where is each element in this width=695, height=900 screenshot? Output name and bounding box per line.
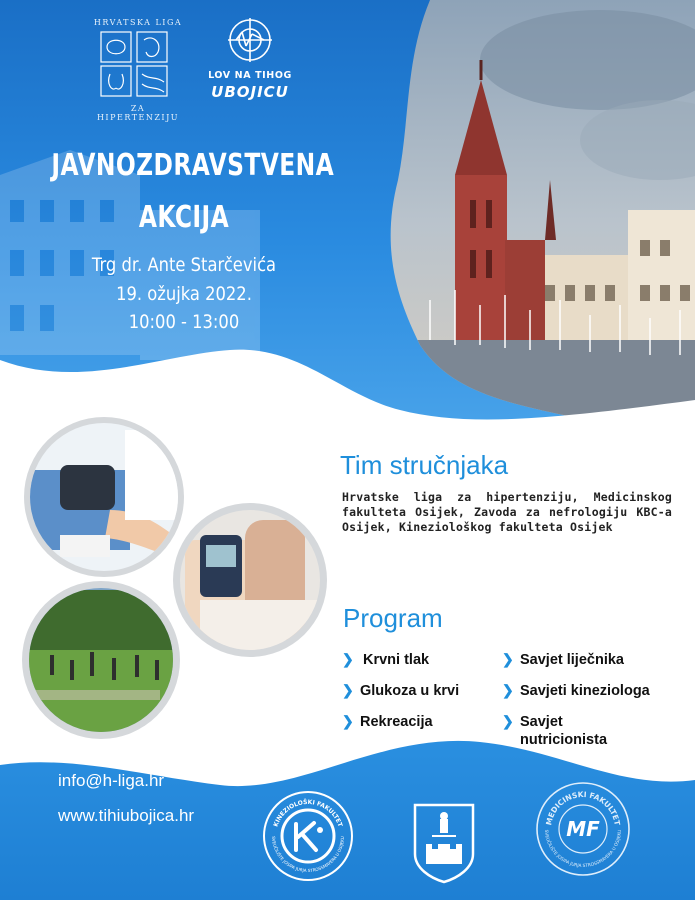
event-title-line1: JAVNOZDRAVSTVENA [51,148,335,183]
chevron-right-icon: ❯ [342,651,354,667]
kif-ring-text: KINEZIOLOŠKI FAKULTET [272,798,344,828]
program-list-left [342,651,492,744]
event-headline [14,148,354,348]
shield-icon [412,802,476,884]
mf-monogram: MF [566,817,600,841]
program-item-label: Savjet nutricionista [520,714,608,748]
liga-logo [92,18,184,122]
chevron-right-icon: ❯ [502,651,514,667]
chevron-right-icon: ❯ [502,713,514,729]
event-title-line2: AKCIJA [138,200,230,235]
lov-logo-line2: UBOJICU [211,83,289,101]
event-time: 10:00 - 13:00 [128,311,240,333]
program-item-label: Savjet liječnika [520,652,624,668]
lov-logo [195,16,305,106]
city-coat-of-arms [412,802,476,884]
program-item [502,682,687,713]
liga-logo-bottom-text: ZA HIPERTENZIJU [96,104,180,122]
contact-email[interactable]: info@h-liga.hr [58,771,165,790]
program-item [342,713,492,744]
program-item [342,651,492,682]
chevron-right-icon: ❯ [502,682,514,698]
contact-website[interactable]: www.tihiubojica.hr [58,806,195,825]
mf-ring-text-bottom: SVEUČILIŠTE JOSIPA JURJA STROSSMAYERA U OSIJEKU [542,829,624,870]
kif-logo [262,790,354,882]
team-text: Hrvatske liga za hipertenziju, Medicinskog fakulteta Osijek, Zavoda za nefrologiju KBC-a Osijek, Kineziološkog fakulteta Osijek [342,490,672,534]
liga-logo-top-text: HRVATSKA LIGA [93,18,183,27]
program-item [502,713,687,749]
chevron-right-icon: ❯ [342,713,354,729]
liga-organs-icon [92,30,184,100]
team-heading: Tim stručnjaka [340,450,509,480]
lov-logo-line1: LOV NA TIHOG [208,70,292,81]
chevron-right-icon: ❯ [342,682,354,698]
program-heading: Program [343,603,443,633]
program-item-label: Savjeti kineziologa [520,683,650,699]
program-item [502,651,687,682]
program-item-label: Glukoza u krvi [360,683,460,699]
kif-seal-icon [262,790,354,882]
program-list-right [502,651,687,749]
program-item-label: Rekreacija [360,714,433,730]
event-date: 19. ožujka 2022. [116,283,252,305]
crosshair-icon [228,18,272,62]
kif-ring-text-bottom: SVEUČILIŠTE JOSIPA JURJA STROSSMAYERA U OSIJEKU [270,836,346,874]
program-item-label: Krvni tlak [363,652,430,668]
event-location: Trg dr. Ante Starčevića [91,254,277,276]
mf-logo [534,780,632,878]
program-item [342,682,492,713]
mf-seal-icon [534,780,632,878]
mf-ring-text: MEDICINSKI FAKULTET [544,789,622,827]
